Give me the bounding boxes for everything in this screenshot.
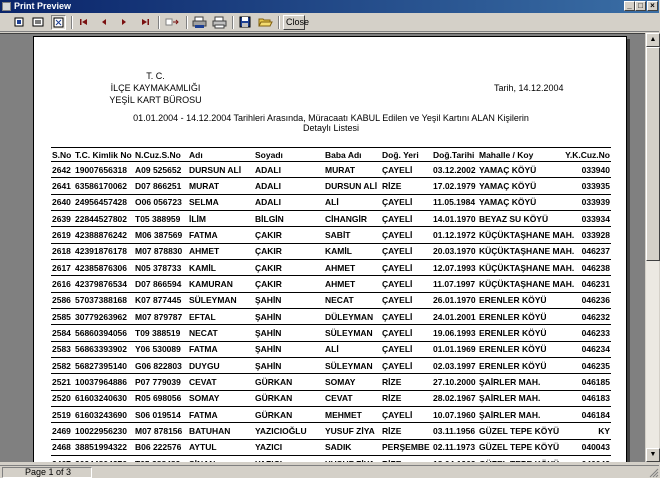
cell-adi: EFTAL — [188, 308, 254, 324]
table-row — [51, 292, 611, 308]
cell-sno: 2639 — [51, 210, 74, 226]
cell-tc-kimlik: 24956457428 — [74, 194, 134, 210]
save-report-button[interactable] — [238, 15, 252, 30]
table-row — [51, 357, 611, 373]
cell-sno: 2641 — [51, 178, 74, 194]
cell-soyadi: ŞAHİN — [254, 308, 324, 324]
cell-dog-tarihi: 28.02.1967 — [432, 390, 478, 406]
cell-tc-kimlik: 42385876306 — [74, 259, 134, 275]
cell-soyadi: GÜRKAN — [254, 390, 324, 406]
cell-dog-yeri: ÇAYELİ — [381, 210, 432, 226]
cell-adi: KAMİL — [188, 259, 254, 275]
cell-dog-yeri: ÇAYELİ — [381, 276, 432, 292]
cell-ncuz: D07 866251 — [134, 178, 188, 194]
printer-setup-icon — [192, 15, 207, 29]
cell-baba-adi: MURAT — [324, 162, 381, 178]
cell-baba-adi: ALİ — [324, 194, 381, 210]
print-button[interactable] — [212, 15, 227, 30]
table-row — [51, 178, 611, 194]
cell-yk-cuz: 033939 — [562, 194, 611, 210]
vertical-scrollbar[interactable] — [645, 33, 659, 462]
cell-baba-adi: SÜLEYMAN — [324, 325, 381, 341]
cell-mahalle: YAMAÇ KÖYÜ — [478, 162, 562, 178]
cell-dog-yeri: ÇAYELİ — [381, 308, 432, 324]
maximize-button[interactable]: □ — [635, 1, 646, 11]
cell-dog-yeri: ÇAYELİ — [381, 162, 432, 178]
scroll-up-button[interactable]: ▲ — [646, 33, 660, 47]
cell-dog-tarihi: 19.06.1993 — [432, 325, 478, 341]
scroll-down-button[interactable]: ▼ — [646, 448, 660, 462]
cell-soyadi: ADALI — [254, 194, 324, 210]
cell-mahalle: ŞAİRLER MAH. — [478, 390, 562, 406]
cell-yk-cuz: KY — [562, 423, 611, 439]
cell-adi: CEVAT — [188, 374, 254, 390]
cell-ncuz: A09 525652 — [134, 162, 188, 178]
cell-baba-adi: SABİT — [324, 227, 381, 243]
cell-ncuz: O06 056723 — [134, 194, 188, 210]
cell-yk-cuz: 033940 — [562, 162, 611, 178]
cell-baba-adi: SÜLEYMAN — [324, 357, 381, 373]
header-line: YEŞİL KART BÜROSU — [109, 95, 202, 105]
cell-soyadi: BİLGİN — [254, 210, 324, 226]
cell-ncuz: K07 877445 — [134, 292, 188, 308]
cell-baba-adi: CİHANGİR — [324, 210, 381, 226]
cell-adi: SOMAY — [188, 390, 254, 406]
cell-tc-kimlik: 42391876178 — [74, 243, 134, 259]
cell-ncuz: B06 222576 — [134, 439, 188, 455]
cell-adi: SELMA — [188, 194, 254, 210]
cell-dog-tarihi: 12.07.1993 — [432, 259, 478, 275]
cell-soyadi: ŞAHİN — [254, 341, 324, 357]
cell-mahalle: GÜZEL TEPE KÖYÜ — [478, 439, 562, 455]
table-row — [51, 390, 611, 406]
cell-tc-kimlik: 30779263962 — [74, 308, 134, 324]
cell-dog-yeri: RİZE — [381, 423, 432, 439]
cell-yk-cuz: 046234 — [562, 341, 611, 357]
window-title: Print Preview — [14, 1, 72, 11]
print-setup-button[interactable] — [192, 15, 207, 30]
cell-sno: 2520 — [51, 390, 74, 406]
cell-adi: AHMET — [188, 243, 254, 259]
cell-soyadi: ŞAHİN — [254, 325, 324, 341]
floppy-disk-icon — [238, 15, 252, 29]
cell-mahalle: ERENLER KÖYÜ — [478, 325, 562, 341]
cell-soyadi: YAZICI — [254, 439, 324, 455]
table-row — [51, 194, 611, 210]
cell-adi: DUYGU — [188, 357, 254, 373]
cell-tc-kimlik: 10037964886 — [74, 374, 134, 390]
cell-mahalle: ERENLER KÖYÜ — [478, 292, 562, 308]
cell-sno: 2469 — [51, 423, 74, 439]
table-row — [51, 341, 611, 357]
column-header: Soyadı — [255, 149, 283, 160]
cell-dog-tarihi: 24.01.2001 — [432, 308, 478, 324]
cell-ncuz: Y06 530089 — [134, 341, 188, 357]
cell-tc-kimlik: 42388876242 — [74, 227, 134, 243]
cell-sno: 2583 — [51, 341, 74, 357]
cell-sno: 2582 — [51, 357, 74, 373]
report-date: Tarih, 14.12.2004 — [494, 83, 564, 93]
whole-page-icon — [12, 15, 26, 29]
cell-soyadi: ADALI — [254, 162, 324, 178]
toolbar-separator — [158, 16, 160, 29]
cell-ncuz: S06 019514 — [134, 406, 188, 422]
cell-yk-cuz: 046236 — [562, 292, 611, 308]
cell-yk-cuz: 033928 — [562, 227, 611, 243]
cell-soyadi: YAZICIOĞLU — [254, 423, 324, 439]
cell-adi: FATMA — [188, 227, 254, 243]
table-row — [51, 325, 611, 341]
report-header-institution — [88, 70, 223, 106]
cell-dog-tarihi: 01.01.1969 — [432, 341, 478, 357]
table-row — [51, 439, 611, 455]
cell-ncuz: R05 698056 — [134, 390, 188, 406]
cell-sno: 2617 — [51, 259, 74, 275]
open-report-button[interactable] — [258, 15, 273, 30]
column-header: Baba Adı — [325, 149, 362, 160]
cell-adi: FATMA — [188, 406, 254, 422]
cell-tc-kimlik: 42379876534 — [74, 276, 134, 292]
cell-tc-kimlik: 38851994322 — [74, 439, 134, 455]
minimize-button[interactable]: _ — [624, 1, 635, 11]
cell-dog-tarihi: 11.07.1997 — [432, 276, 478, 292]
app-icon — [2, 2, 11, 11]
cell-ncuz: T09 388519 — [134, 325, 188, 341]
cell-baba-adi: AHMET — [324, 259, 381, 275]
cell-mahalle: KÜÇÜKTAŞHANE MAH. — [478, 259, 562, 275]
cell-mahalle: GÜZEL TEPE KÖYÜ — [478, 423, 562, 439]
cell-baba-adi: DÜLEYMAN — [324, 308, 381, 324]
close-preview-button[interactable]: Close — [283, 15, 305, 30]
cell-sno: 2619 — [51, 227, 74, 243]
table-row — [51, 259, 611, 275]
cell-dog-tarihi: 02.03.1997 — [432, 357, 478, 373]
table-row — [51, 162, 611, 178]
cell-mahalle: ERENLER KÖYÜ — [478, 308, 562, 324]
cell-adi: FATMA — [188, 341, 254, 357]
cell-soyadi: ÇAKIR — [254, 243, 324, 259]
column-header: T.C. Kimlik No — [75, 149, 132, 160]
cell-baba-adi: YUSUF ZİYA — [324, 423, 381, 439]
cell-mahalle: ERENLER KÖYÜ — [478, 341, 562, 357]
cell-dog-tarihi: 27.10.2000 — [432, 374, 478, 390]
cell-sno: 2618 — [51, 243, 74, 259]
cell-ncuz: M06 387569 — [134, 227, 188, 243]
cell-adi: AYTUL — [188, 439, 254, 455]
cell-dog-tarihi: 03.11.1956 — [432, 423, 478, 439]
first-page-button[interactable] — [77, 15, 91, 30]
page-indicator: Page 1 of 3 — [2, 467, 92, 478]
next-page-button[interactable] — [117, 15, 131, 30]
cell-dog-yeri: RİZE — [381, 178, 432, 194]
cell-sno: 2584 — [51, 325, 74, 341]
cell-dog-yeri: ÇAYELİ — [381, 341, 432, 357]
next-page-icon — [117, 15, 131, 29]
cell-adi: DURSUN ALİ — [188, 162, 254, 178]
cell-mahalle: KÜÇÜKTAŞHANE MAH. — [478, 276, 562, 292]
goto-page-icon — [164, 15, 180, 29]
cell-yk-cuz: 046184 — [562, 406, 611, 422]
cell-tc-kimlik: 61603240630 — [74, 390, 134, 406]
cell-adi: BATUHAN — [188, 423, 254, 439]
cell-baba-adi: SOMAY — [324, 374, 381, 390]
cell-sno: 2616 — [51, 276, 74, 292]
cell-yk-cuz: 046185 — [562, 374, 611, 390]
cell-dog-tarihi: 14.01.1970 — [432, 210, 478, 226]
resize-grip-icon[interactable] — [648, 467, 659, 478]
prev-page-button[interactable] — [97, 15, 111, 30]
cell-adi: MURAT — [188, 178, 254, 194]
preview-toolbar — [0, 13, 659, 32]
header-line: T. C. — [146, 71, 165, 81]
report-title-line2: Detaylı Listesi — [302, 123, 360, 133]
cell-soyadi: ŞAHİN — [254, 357, 324, 373]
cell-baba-adi: AHMET — [324, 276, 381, 292]
table-row — [51, 227, 611, 243]
cell-mahalle: KÜÇÜKTAŞHANE MAH. — [478, 243, 562, 259]
cell-soyadi: GÜRKAN — [254, 374, 324, 390]
cell-ncuz: N05 378733 — [134, 259, 188, 275]
cell-dog-yeri: ÇAYELİ — [381, 194, 432, 210]
cell-tc-kimlik: 61603243690 — [74, 406, 134, 422]
cell-mahalle: KÜÇÜKTAŞHANE MAH. — [478, 227, 562, 243]
cell-tc-kimlik: 56863393902 — [74, 341, 134, 357]
cell-yk-cuz: 040043 — [562, 439, 611, 455]
open-folder-icon — [258, 15, 273, 29]
first-page-icon — [77, 15, 91, 29]
cell-ncuz: P07 779039 — [134, 374, 188, 390]
cell-dog-tarihi: 26.01.1970 — [432, 292, 478, 308]
table-row — [51, 406, 611, 422]
status-bar — [0, 465, 659, 478]
table-row — [51, 374, 611, 390]
toolbar-separator — [278, 16, 280, 29]
cell-mahalle: YAMAÇ KÖYÜ — [478, 194, 562, 210]
zoom-100-icon — [52, 16, 65, 29]
cell-mahalle: BEYAZ SU KÖYÜ — [478, 210, 562, 226]
cell-sno: 2585 — [51, 308, 74, 324]
cell-yk-cuz: 046232 — [562, 308, 611, 324]
zoom-whole-page-button[interactable] — [12, 15, 26, 30]
toolbar-separator — [232, 16, 234, 29]
cell-dog-tarihi: 17.02.1979 — [432, 178, 478, 194]
cell-dog-yeri: ÇAYELİ — [381, 325, 432, 341]
column-header: Adı — [189, 149, 203, 160]
table-row — [51, 276, 611, 292]
cell-yk-cuz: 033934 — [562, 210, 611, 226]
table-row — [51, 210, 611, 226]
column-header: Mahalle / Koy — [479, 149, 534, 160]
zoom-page-width-button[interactable] — [31, 15, 45, 30]
cell-baba-adi: KAMİL — [324, 243, 381, 259]
cell-dog-yeri: PERŞEMBE — [381, 439, 432, 455]
cell-yk-cuz: 046238 — [562, 259, 611, 275]
header-line: İLÇE KAYMAKAMLIĞI — [110, 83, 201, 93]
close-window-button[interactable]: × — [647, 1, 658, 11]
column-header: Doğ. Yeri — [382, 149, 419, 160]
cell-ncuz: T05 388959 — [134, 210, 188, 226]
cell-dog-tarihi: 02.11.1973 — [432, 439, 478, 455]
cell-ncuz: G06 822803 — [134, 357, 188, 373]
zoom-100-button[interactable] — [51, 15, 66, 30]
cell-yk-cuz: 046183 — [562, 390, 611, 406]
cell-dog-tarihi: 20.03.1970 — [432, 243, 478, 259]
cell-soyadi: ŞAHİN — [254, 292, 324, 308]
cell-mahalle: ŞAİRLER MAH. — [478, 374, 562, 390]
cell-dog-yeri: ÇAYELİ — [381, 259, 432, 275]
cell-adi: İLİM — [188, 210, 254, 226]
cell-baba-adi: NECAT — [324, 292, 381, 308]
cell-ncuz: D07 866594 — [134, 276, 188, 292]
preview-viewport[interactable] — [0, 33, 645, 462]
cell-baba-adi: DURSUN ALİ — [324, 178, 381, 194]
last-page-button[interactable] — [138, 15, 152, 30]
window-titlebar — [0, 0, 659, 13]
cell-dog-tarihi: 10.07.1960 — [432, 406, 478, 422]
cell-mahalle: ŞAİRLER MAH. — [478, 406, 562, 422]
report-title — [86, 113, 576, 133]
table-row — [51, 308, 611, 324]
cell-sno: 2468 — [51, 439, 74, 455]
cell-soyadi: GÜRKAN — [254, 406, 324, 422]
cell-dog-yeri: ÇAYELİ — [381, 243, 432, 259]
cell-soyadi: ÇAKIR — [254, 276, 324, 292]
column-header: S.No — [52, 149, 72, 160]
cell-sno: 2586 — [51, 292, 74, 308]
cell-dog-yeri: ÇAYELİ — [381, 227, 432, 243]
page-width-icon — [31, 15, 45, 29]
scroll-thumb[interactable] — [646, 47, 660, 261]
cell-tc-kimlik: 57037388168 — [74, 292, 134, 308]
cell-dog-tarihi: 01.12.1972 — [432, 227, 478, 243]
cell-dog-tarihi: 03.12.2002 — [432, 162, 478, 178]
cell-dog-yeri: ÇAYELİ — [381, 406, 432, 422]
cell-mahalle: YAMAÇ KÖYÜ — [478, 178, 562, 194]
cell-sno: 2640 — [51, 194, 74, 210]
cell-soyadi: ÇAKIR — [254, 227, 324, 243]
cell-dog-yeri: ÇAYELİ — [381, 357, 432, 373]
cell-dog-yeri: RİZE — [381, 374, 432, 390]
table-row — [51, 243, 611, 259]
cell-tc-kimlik: 22844527802 — [74, 210, 134, 226]
cell-sno: 2519 — [51, 406, 74, 422]
cell-yk-cuz: 046231 — [562, 276, 611, 292]
cell-tc-kimlik: 10022956230 — [74, 423, 134, 439]
cell-yk-cuz: 046233 — [562, 325, 611, 341]
toolbar-separator — [186, 16, 188, 29]
cell-adi: SÜLEYMAN — [188, 292, 254, 308]
cell-baba-adi: CEVAT — [324, 390, 381, 406]
cell-adi: NECAT — [188, 325, 254, 341]
cell-tc-kimlik: 63586170062 — [74, 178, 134, 194]
cell-ncuz: M07 878830 — [134, 243, 188, 259]
column-header: Doğ.Tarihi — [433, 149, 475, 160]
prev-page-icon — [97, 15, 111, 29]
last-page-icon — [138, 15, 152, 29]
cell-yk-cuz: 033935 — [562, 178, 611, 194]
cell-sno: 2521 — [51, 374, 74, 390]
cell-adi: KAMURAN — [188, 276, 254, 292]
cell-baba-adi: SADIK — [324, 439, 381, 455]
cell-yk-cuz: 046237 — [562, 243, 611, 259]
cell-ncuz: M07 879787 — [134, 308, 188, 324]
printer-icon — [212, 15, 227, 29]
cell-sno: 2642 — [51, 162, 74, 178]
cell-dog-yeri: ÇAYELİ — [381, 292, 432, 308]
cell-mahalle: ERENLER KÖYÜ — [478, 357, 562, 373]
cell-tc-kimlik: 19007656318 — [74, 162, 134, 178]
cell-soyadi: ADALI — [254, 178, 324, 194]
column-header: N.Cuz.S.No — [135, 149, 181, 160]
cell-soyadi: ÇAKIR — [254, 259, 324, 275]
cell-tc-kimlik: 56860394056 — [74, 325, 134, 341]
table-header-row — [51, 148, 611, 162]
toolbar-separator — [71, 16, 73, 29]
cell-baba-adi: MEHMET — [324, 406, 381, 422]
cell-ncuz: M07 878156 — [134, 423, 188, 439]
report-page — [33, 36, 627, 476]
cell-yk-cuz: 046235 — [562, 357, 611, 373]
column-header: Y.K.Cuz.No — [565, 149, 610, 160]
cell-dog-tarihi: 11.05.1984 — [432, 194, 478, 210]
table-row — [51, 423, 611, 439]
goto-page-button[interactable] — [164, 15, 180, 30]
cell-baba-adi: ALİ — [324, 341, 381, 357]
cell-tc-kimlik: 56827395140 — [74, 357, 134, 373]
report-table — [51, 147, 611, 472]
report-title-line1: 01.01.2004 - 14.12.2004 Tarihleri Arasında, Müracaatı KABUL Edilen ve Yeşil Kartını ALAN Kişilerin — [133, 113, 529, 123]
cell-dog-yeri: RİZE — [381, 390, 432, 406]
